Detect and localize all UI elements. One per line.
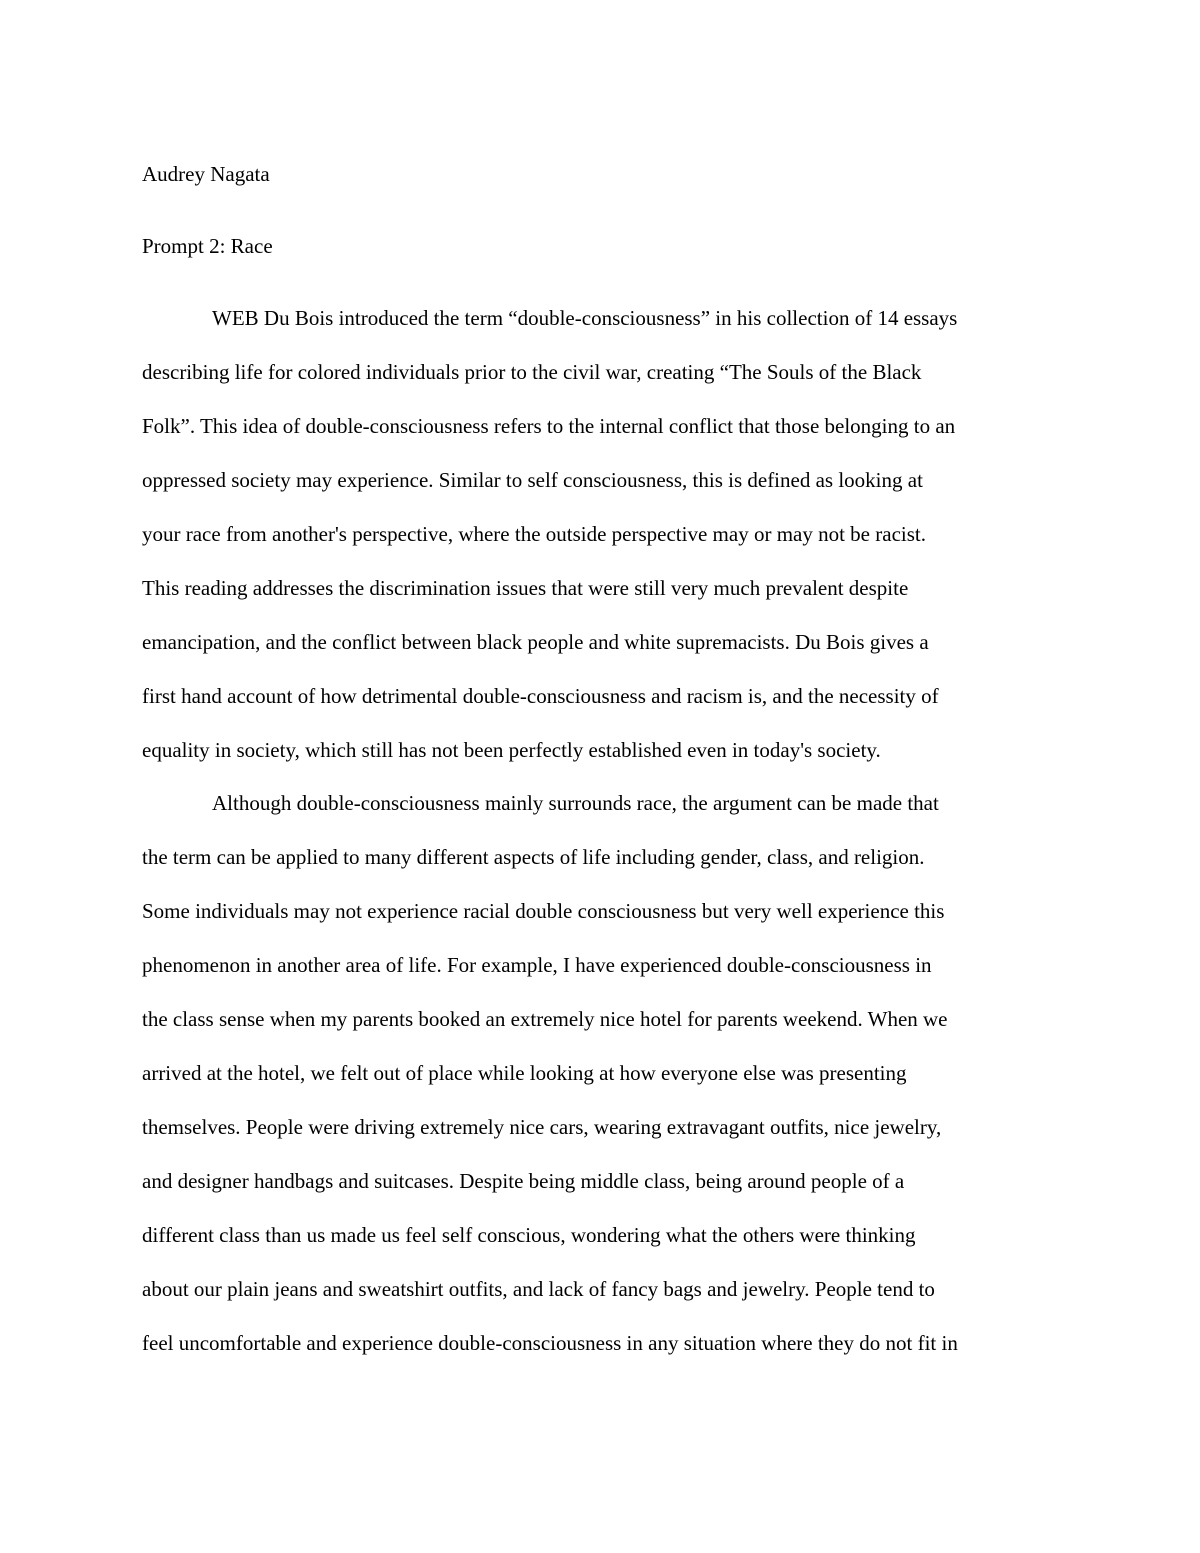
paragraph-line: the term can be applied to many different aspects of life including gender, class, and religion. (142, 845, 925, 869)
paragraph-line: emancipation, and the conflict between black people and white supremacists. Du Bois gives a (142, 630, 929, 654)
paragraph-line: This reading addresses the discrimination issues that were still very much prevalent despite (142, 576, 909, 600)
paragraph-line: feel uncomfortable and experience double-consciousness in any situation where they do not fit in (142, 1331, 958, 1355)
paragraph-line: about our plain jeans and sweatshirt outfits, and lack of fancy bags and jewelry. People tend to (142, 1277, 935, 1301)
document-body (142, 156, 1060, 1370)
spacer (142, 192, 1060, 228)
prompt-heading: Prompt 2: Race (142, 234, 273, 258)
paragraph-line: first hand account of how detrimental double-consciousness and racism is, and the necessity of (142, 684, 939, 708)
paragraph-line: different class than us made us feel self conscious, wondering what the others were thinking (142, 1223, 916, 1247)
paragraph-line: Folk”. This idea of double-consciousness refers to the internal conflict that those belonging to an (142, 414, 956, 438)
paragraph-line: your race from another's perspective, where the outside perspective may or may not be racist. (142, 522, 926, 546)
paragraph-line: and designer handbags and suitcases. Despite being middle class, being around people of a (142, 1169, 905, 1193)
paragraph-line: the class sense when my parents booked an extremely nice hotel for parents weekend. When we (142, 1007, 948, 1031)
paragraph-line: oppressed society may experience. Similar to self consciousness, this is defined as looking at (142, 468, 923, 492)
author-name: Audrey Nagata (142, 162, 270, 186)
paragraph-2 (142, 776, 1060, 1370)
paragraph-line: Some individuals may not experience racial double consciousness but very well experience this (142, 899, 945, 923)
paragraph-1 (142, 291, 1060, 777)
paragraph-line: Although double-consciousness mainly surrounds race, the argument can be made that (212, 791, 939, 815)
paragraph-line: arrived at the hotel, we felt out of place while looking at how everyone else was presenting (142, 1061, 907, 1085)
paragraph-line: phenomenon in another area of life. For example, I have experienced double-consciousness in (142, 953, 932, 977)
paragraph-line: describing life for colored individuals prior to the civil war, creating “The Souls of the Black (142, 360, 922, 384)
paragraph-line: equality in society, which still has not been perfectly established even in today's society. (142, 738, 881, 762)
paragraph-line: themselves. People were driving extremely nice cars, wearing extravagant outfits, nice jewelry, (142, 1115, 942, 1139)
paragraph-line: WEB Du Bois introduced the term “double-consciousness” in his collection of 14 essays (212, 306, 958, 330)
